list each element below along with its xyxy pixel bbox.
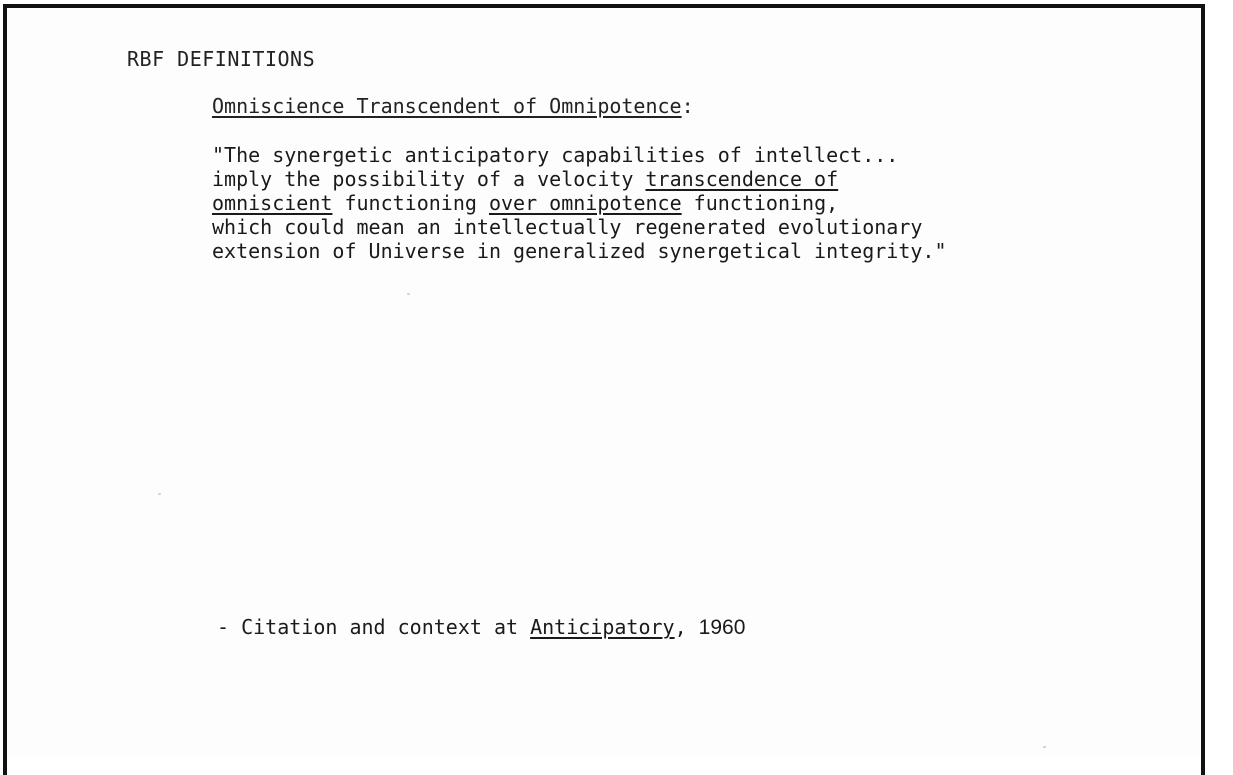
- quote-underline-transcendence: transcendence of: [645, 167, 839, 191]
- quote-line-3: [212, 191, 947, 215]
- term-title: Omniscience Transcendent of Omnipotence: [212, 94, 682, 118]
- quote-line-4: which could mean an intellectually regenerated evolutionary: [212, 215, 923, 239]
- paper-speck: [1043, 746, 1046, 748]
- card-header: RBF DEFINITIONS: [127, 47, 316, 71]
- citation: [217, 615, 745, 640]
- quote-line-5: extension of Universe in generalized synergetical integrity.": [212, 239, 947, 263]
- quote-line-2-text: imply the possibility of a velocity: [212, 167, 646, 191]
- quote-underline-omniscient: omniscient: [212, 191, 333, 215]
- quote-line-1: "The synergetic anticipatory capabilities of intellect...: [212, 143, 899, 167]
- quote-line-2: [212, 167, 947, 191]
- quote-line-3-text-b: functioning,: [681, 191, 839, 215]
- definition-term: [212, 94, 694, 118]
- citation-year: 1960: [698, 616, 746, 639]
- term-colon: :: [681, 94, 694, 118]
- paper-speck: [407, 293, 410, 295]
- citation-prefix: - Citation and context at: [217, 615, 531, 639]
- quote-line-3-text-a: functioning: [332, 191, 489, 215]
- definition-quote: [212, 143, 947, 263]
- quote-underline-over-omnipotence: over omnipotence: [488, 191, 682, 215]
- citation-separator: ,: [674, 615, 699, 639]
- citation-link-anticipatory[interactable]: Anticipatory: [530, 615, 675, 639]
- paper-speck: [158, 493, 161, 495]
- next-card-edge: [3, 755, 1205, 775]
